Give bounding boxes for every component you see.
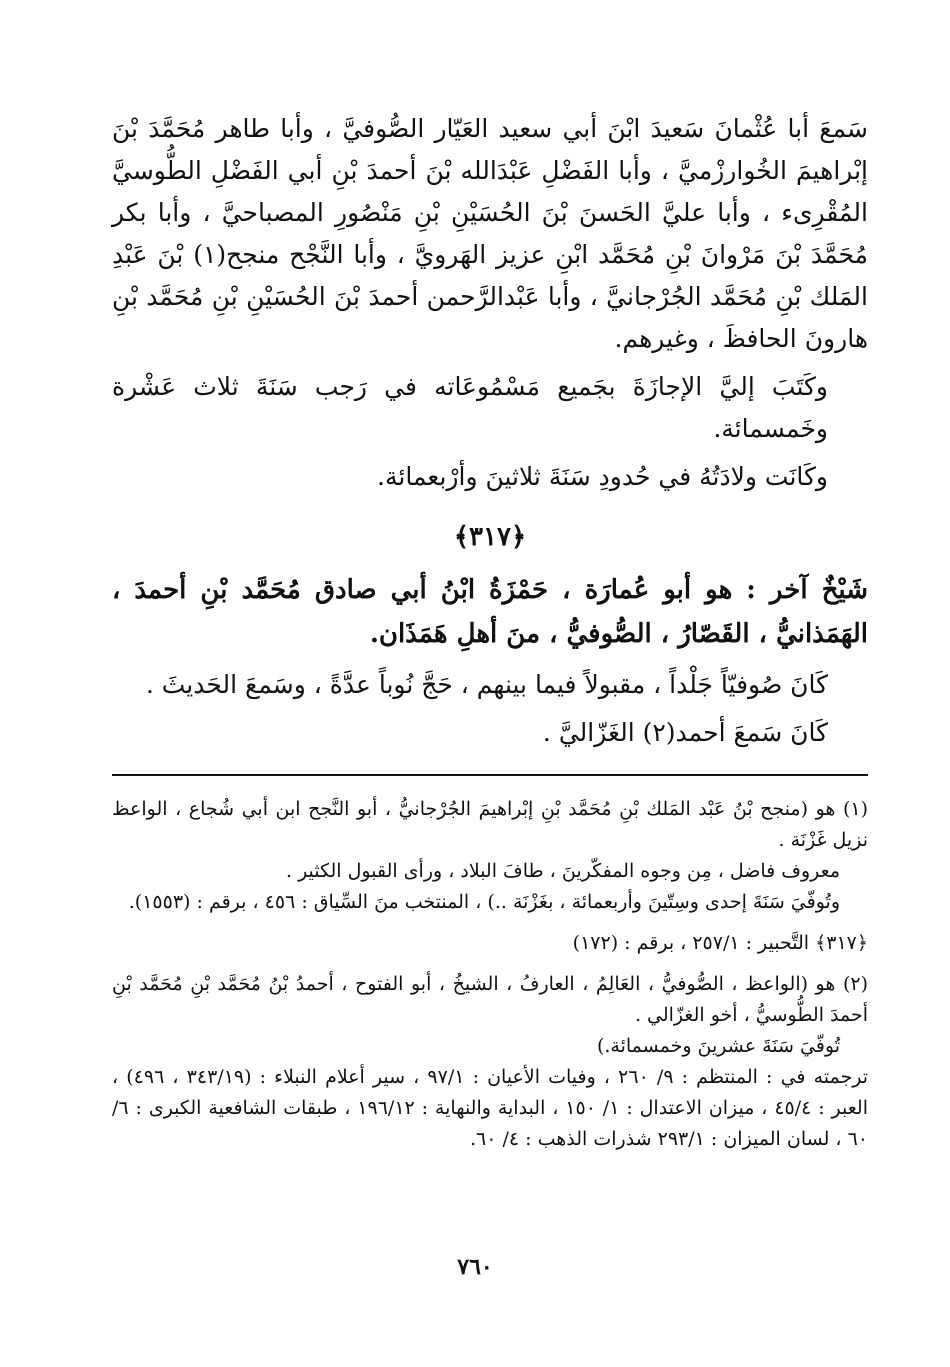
paragraph-description: كَانَ صُوفيّاً جَلْداً ، مقبولاً فيما بينهم ، حَجَّ نُوباً عدَّةً ، وسَمعَ الحَديثَ .: [145, 670, 828, 699]
footnote-divider: [112, 774, 868, 776]
footnote-2-line-1: (٢) هو (الواعظ ، الصُّوفيُّ ، العَالِمُ ، العارفُ ، الشيخُ ، أبو الفتوح ، أحمدُ بْنُ مُحَمَّد بْنِ مُحَمَّد بْنِ أحمدَ الطُّوسيُّ ، أخو الغزّالي .: [112, 973, 868, 1026]
footnote-ref-317: [112, 928, 868, 959]
reference-317: ﴿٣١٧﴾ التَّحبير : ٢٥٧/١ ، برقم : (١٧٢): [572, 932, 868, 954]
main-text: [112, 108, 868, 754]
paragraph-ijaza: وكَتَبَ إليَّ الإجازَةَ بجَميع مَسْمُوعَاته في رَجب سَنَةَ ثلاث عَشْرة وخَمسمائة.: [112, 372, 828, 443]
paragraph-heard: كَانَ سَمعَ أحمد(٢) الغَزّاليَّ .: [542, 718, 828, 747]
footnote-divider-wrap: [112, 754, 868, 794]
footnote-1: [112, 794, 868, 918]
footnote-2-sources: ترجمته في : المنتظم : ٩/ ٢٦٠ ، وفيات الأعيان : ٩٧/١ ، سير أعلام النبلاء : (٣٤٣/١٩ ، ٤٩٦) ، العبر : ٤٥/٤ ، ميزان الاعتدال : ١/ ١٥٠ ، البداية والنهاية : ١٩٦/١٢ ، طبقات الشافعية الكبرى : ٦/ ٦٠ ، لسان الميزان : ٢٩٣/١ شذرات الذهب : ٤/ ٦٠.: [112, 1066, 869, 1150]
footnote-2-line-2: تُوفّيَ سَنَةَ عشرينَ وخمسمائة.): [596, 1035, 840, 1057]
footnote-1-line-2: معروف فاضل ، مِن وجوه المفكّرينَ ، طافَ البلاد ، ورأى القبول الكثير .: [285, 860, 840, 882]
page-number: ٧٦٠: [457, 1254, 493, 1280]
paragraph-birth: وكَانَت ولادَتُهُ في حُدودِ سَنَةَ ثلاثينَ وأرْبعمائة.: [377, 462, 828, 491]
footnote-2: [112, 969, 868, 1155]
entry-title: شَيْخٌ آخر : هو أبو عُمارَة ، حَمْزَةُ ابْنُ أبي صادق مُحَمَّد بْنِ أحمدَ ، الهَمَذانيُّ ، القَصّارُ ، الصُّوفيُّ ، منَ أهلِ هَمَذَان.: [112, 575, 868, 649]
footnote-1-line-1: (١) هو (منجح بْنُ عَبْد المَلك بْنِ مُحَمَّد بْنِ إبْراهيمَ الجُرْجانيُّ ، أبو النَّجح ابن أبي شُجاع ، الواعظ نزيل غَزْنَة .: [112, 798, 868, 851]
entry-number: ﴿٣١٧﴾: [453, 522, 527, 552]
paragraph-teachers: سَمعَ أبا عُثْمانَ سَعيدَ ابْنَ أبي سعيد العَيّار الصُّوفيَّ ، وأبا طاهر مُحَمَّدَ بْنَ إبْراهيمَ الخُوارزْميَّ ، وأبا الفَضْلِ عَبْدَالله بْنَ أحمدَ بْنِ أبي الفَضْلِ الطُّوسيَّ المُقْرِىء ، وأبا عليَّ الحَسنَ بْنَ الحُسَيْنِ بْنِ مَنْصُورِ المصباحيَّ ، وأبا بكر مُحَمَّدَ بْنَ مَرْوانَ بْنِ مُحَمَّد ابْنِ عزيز الهَرويَّ ، وأبا النَّجْح منجح(١) بْنَ عَبْدِ المَلك بْنِ مُحَمَّد الجُرْجانيَّ ، وأبا عَبْدالرَّحمن أحمدَ بْنَ الحُسَيْنِ بْنِ مُحَمَّد بْنِ هارونَ الحافظَ ، وغيرهم.: [112, 114, 868, 353]
footnote-1-line-3: وتُوفّيَ سَنَةَ إحدى وسِتّينَ وأربعمائة ، بغَزْنَة ..) ، المنتخب منَ السِّياق : ٤٥٦ ، برقم : (١٥٥٣).: [128, 891, 840, 913]
footnotes: [112, 794, 868, 1155]
